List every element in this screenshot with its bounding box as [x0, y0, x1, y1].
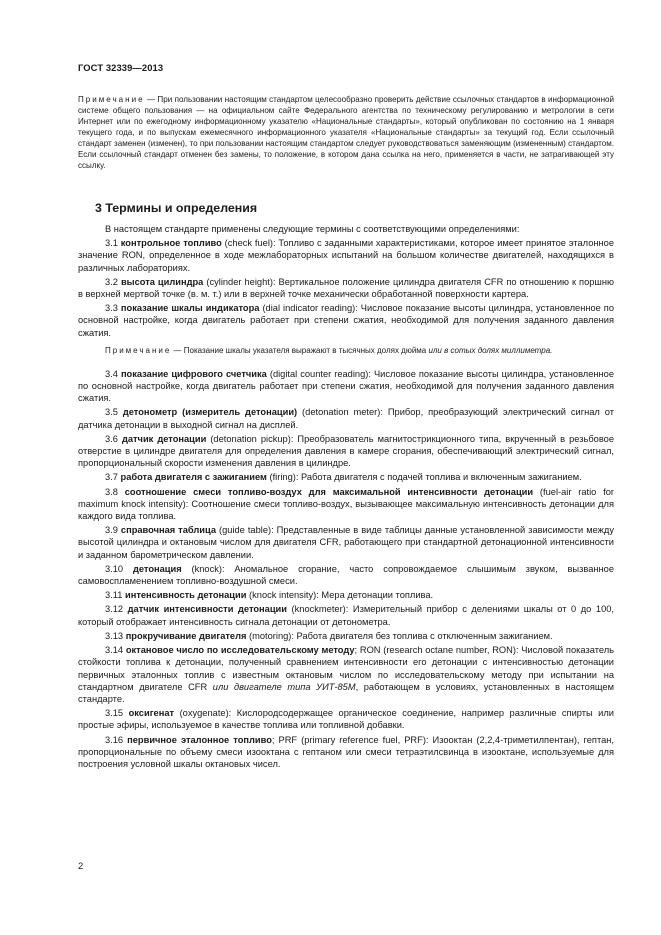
term-3-12: 3.12 датчик интенсивности детонации (knockmeter): Измерительный прибор с делениями шкалы от 0 до 100, который отображает интенсивность сигнала детонации от детонометра.: [78, 604, 614, 627]
term-3-15: 3.15 оксигенат (oxygenate): Кислородсодержащее органическое соединение, например различные спирты или простые эфиры, используемое в качестве топлива или топливной добавки.: [78, 708, 614, 731]
term-3-11: 3.11 интенсивность детонации (knock intensity): Мера детонации топлива.: [105, 590, 434, 601]
note-block: [78, 94, 614, 171]
note-text: — При пользовании настоящим стандартом целесообразно проверить действие ссылочных стандартов в информационной системе общего пользования — на официальном сайте Федерального агентства по техническому регулированию и метрологии в сети Интернет или по ежегодному информационному указателю «Национальные стандарты», который опубликован по состоянию на 1 января текущего года, и по выпускам ежемесячного информационного указателя «Национальные стандарты» за текущий год. Если ссылочный стандарт заменен (изменен), то при пользовании настоящим стандартом следует руководствоваться заменяющим (измененным) стандартом. Если ссылочный стандарт отменен без замены, то положение, в котором дана ссылка на него, применяется в части, не затрагивающей эту ссылку.: [78, 95, 614, 171]
term-3-8: 3.8 соотношение смеси топливо-воздух для максимальной интенсивности детонации (fuel-air ratio for maximum knock intensity): Соотношение смеси топливо-воздух, вызывающее максимальную интенсивность детонации для каждого вида топлива.: [78, 486, 615, 522]
note-3-3: Примечание — Показание шкалы указателя выражают в тысячных долях дюйма или в сотых долях миллиметра.: [105, 345, 553, 355]
term-3-5: 3.5 детонометр (измеритель детонации) (detonation meter): Прибор, преобразующий электрический сигнал от датчика детонации в выходной сигнал на дисплей.: [78, 407, 614, 430]
term-3-1: 3.1 контрольное топливо (check fuel): Топливо с заданными характеристиками, которое имеет принятое эталонное значение RON, определенное в ходе межлабораторных испытаний на большом количестве двигателей, находящихся в различных лабораториях.: [78, 238, 614, 273]
term-3-9: 3.9 справочная таблица (guide table): Представленные в виде таблицы данные установленной зависимости между высотой цилиндра и октановым числом для двигателя CFR, работающего при стандартной детонационной интенсивности и заданном барометрическом давлении.: [78, 525, 614, 560]
note-label: Примечание: [78, 95, 145, 104]
term-3-13: 3.13 прокручивание двигателя (motoring): Работа двигателя без топлива с отключенным зажиганием.: [105, 630, 553, 641]
document-code: ГОСТ 32339—2013: [78, 62, 164, 73]
section-intro: В настоящем стандарте применены следующие термины с соответствующими определениями:: [105, 224, 520, 234]
page-number: 2: [78, 860, 84, 871]
section-body: [78, 223, 614, 772]
term-3-6: 3.6 датчик детонации (detonation pickup): Преобразователь магнитострикционного типа, вкрученный в резьбовое отверстие в цилиндре двигателя для определения давления в камере сгорания, обеспечивающий электрический сигнал, пропорциональный скорости изменения давления в цилиндре.: [78, 433, 614, 469]
term-3-4: 3.4 показание цифрового счетчика (digital counter reading): Числовое показание высоты цилиндра, установленное по основной настройке, когда двигатель работает при степени сжатия, необходимой для получения заданного давления сжатия.: [78, 368, 614, 404]
term-3-16: 3.16 первичное эталонное топливо; PRF (primary reference fuel, PRF): Изооктан (2,2,4-триметилпентан), гептан, пропорциональные по объему смеси изооктана с гептаном или смеси тетраэтилсвинца в изооктане, используемые для построения условной шкалы октановых чисел.: [78, 734, 614, 769]
term-3-14: 3.14 октановое число по исследовательскому методу; RON (research octane number, RON): Числовой показатель стойкости топлива к детонации, полученный сравнением интенсивности его детонации с интенсивностью детонации первичных эталонных топлив с известным октановым числом по исследовательскому методу при испытании на стандартном двигателе CFR или двигателе типа УИТ-85М, работающем в условиях, установленных в настоящем стандарте.: [78, 645, 614, 704]
term-3-10: 3.10 детонация (knock): Аномальное сгорание, часто сопровождаемое слышимым звуком, вызванное самовоспламенением топливно-воздушной смеси.: [78, 563, 614, 587]
section-title: 3 Термины и определения: [95, 201, 258, 215]
term-3-3: 3.3 показание шкалы индикатора (dial indicator reading): Числовое показание высоты цилиндра, установленное по основной настройке, когда двигатель работает при степени сжатия, необходимой для получения заданного давления сжатия.: [78, 303, 614, 338]
term-3-7: 3.7 работа двигателя с зажиганием (firing): Работа двигателя с подачей топлива и включенным зажиганием.: [105, 472, 582, 483]
term-3-2: 3.2 высота цилиндра (cylinder height): Вертикальное положение цилиндра двигателя CFR по отношению к поршню в верхней мертвой точке (в. м. т.) или в верхней точке механически обработанной поверхности картера.: [78, 276, 614, 300]
